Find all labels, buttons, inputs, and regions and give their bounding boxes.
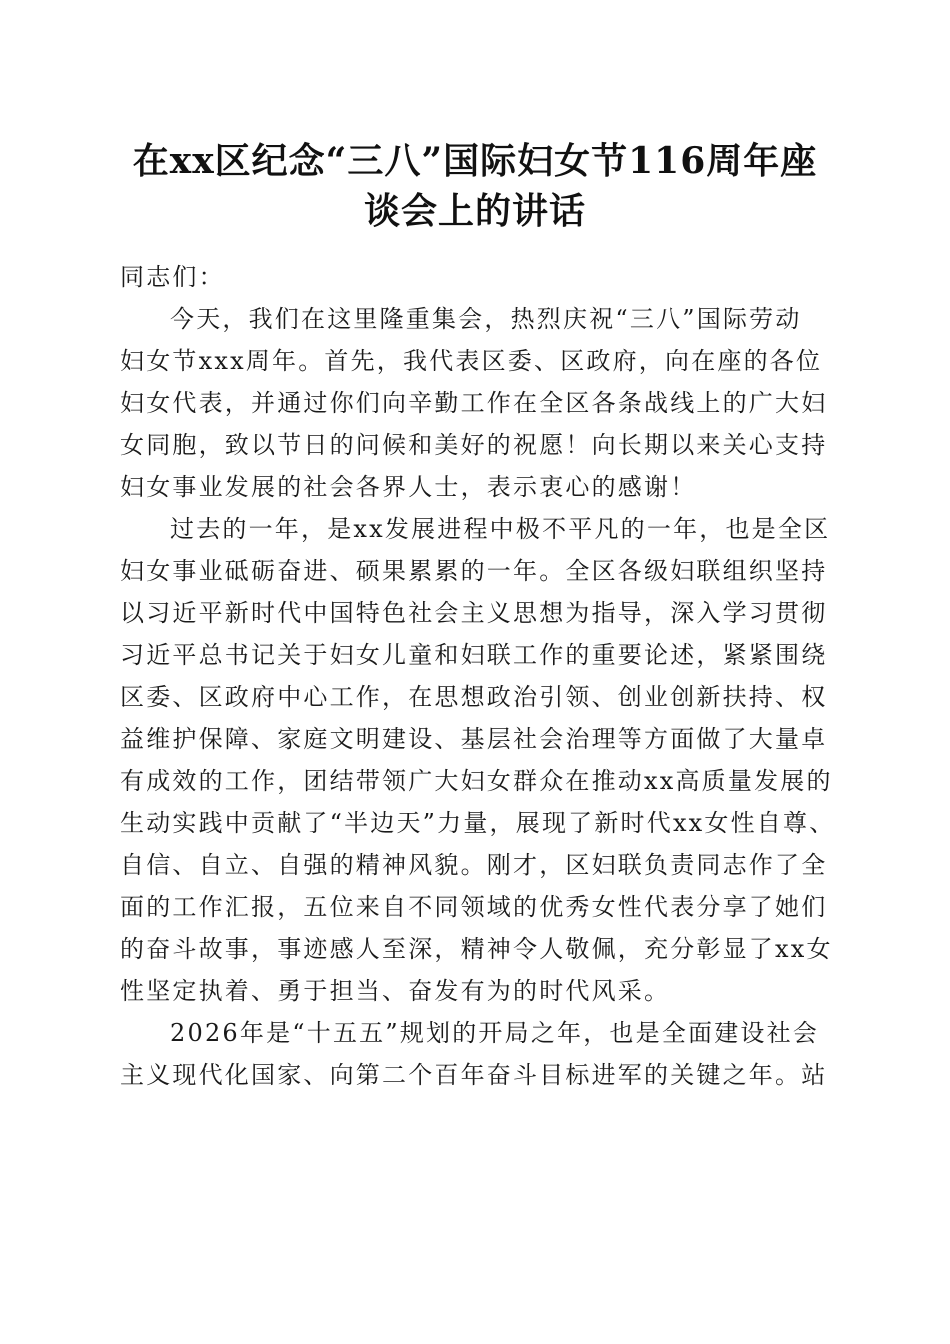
paragraph-3	[120, 1012, 832, 1096]
paragraph-line: 女同胞，致以节日的问候和美好的祝愿！向长期以来关心支持	[120, 431, 828, 459]
paragraph-line: 过去的一年，是xx发展进程中极不平凡的一年，也是全区	[170, 515, 831, 543]
salutation: 同志们：	[120, 263, 225, 291]
paragraph-line: 区委、区政府中心工作，在思想政治引领、创业创新扶持、权	[120, 683, 828, 711]
paragraph-line: 以习近平新时代中国特色社会主义思想为指导，深入学习贯彻	[120, 599, 828, 627]
title-line-1: 在xx区纪念“三八”国际妇女节116周年座	[132, 140, 818, 182]
document-body	[120, 256, 836, 1096]
paragraph-line: 妇女节xxx周年。首先，我代表区委、区政府，向在座的各位	[120, 347, 823, 375]
paragraph-line: 主义现代化国家、向第二个百年奋斗目标进军的关键之年。站	[120, 1061, 828, 1089]
document-title	[110, 136, 840, 236]
paragraph-2	[120, 508, 836, 1012]
paragraph-line: 生动实践中贡献了“半边天”力量，展现了新时代xx女性自尊、	[120, 809, 836, 837]
paragraph-line: 妇女事业发展的社会各界人士，表示衷心的感谢！	[120, 473, 697, 501]
paragraph-line: 妇女事业砥砺奋进、硕果累累的一年。全区各级妇联组织坚持	[120, 557, 828, 585]
paragraph-line: 有成效的工作，团结带领广大妇女群众在推动xx高质量发展的	[120, 767, 833, 795]
paragraph-line: 益维护保障、家庭文明建设、基层社会治理等方面做了大量卓	[120, 725, 828, 753]
paragraph-line: 2026年是“十五五”规划的开局之年，也是全面建设社会	[170, 1019, 820, 1047]
paragraph-line: 面的工作汇报，五位来自不同领域的优秀女性代表分享了她们	[120, 893, 828, 921]
title-line-2: 谈会上的讲话	[363, 190, 586, 232]
paragraph-line: 的奋斗故事，事迹感人至深，精神令人敬佩，充分彰显了xx女	[120, 935, 833, 963]
paragraph-line: 习近平总书记关于妇女儿童和妇联工作的重要论述，紧紧围绕	[120, 641, 828, 669]
paragraph-1	[120, 298, 832, 508]
paragraph-line: 今天，我们在这里隆重集会，热烈庆祝“三八”国际劳动	[170, 305, 802, 333]
paragraph-line: 性坚定执着、勇于担当、奋发有为的时代风采。	[120, 977, 671, 1005]
paragraph-line: 自信、自立、自强的精神风貌。刚才，区妇联负责同志作了全	[120, 851, 828, 879]
paragraph-line: 妇女代表，并通过你们向辛勤工作在全区各条战线上的广大妇	[120, 389, 828, 417]
